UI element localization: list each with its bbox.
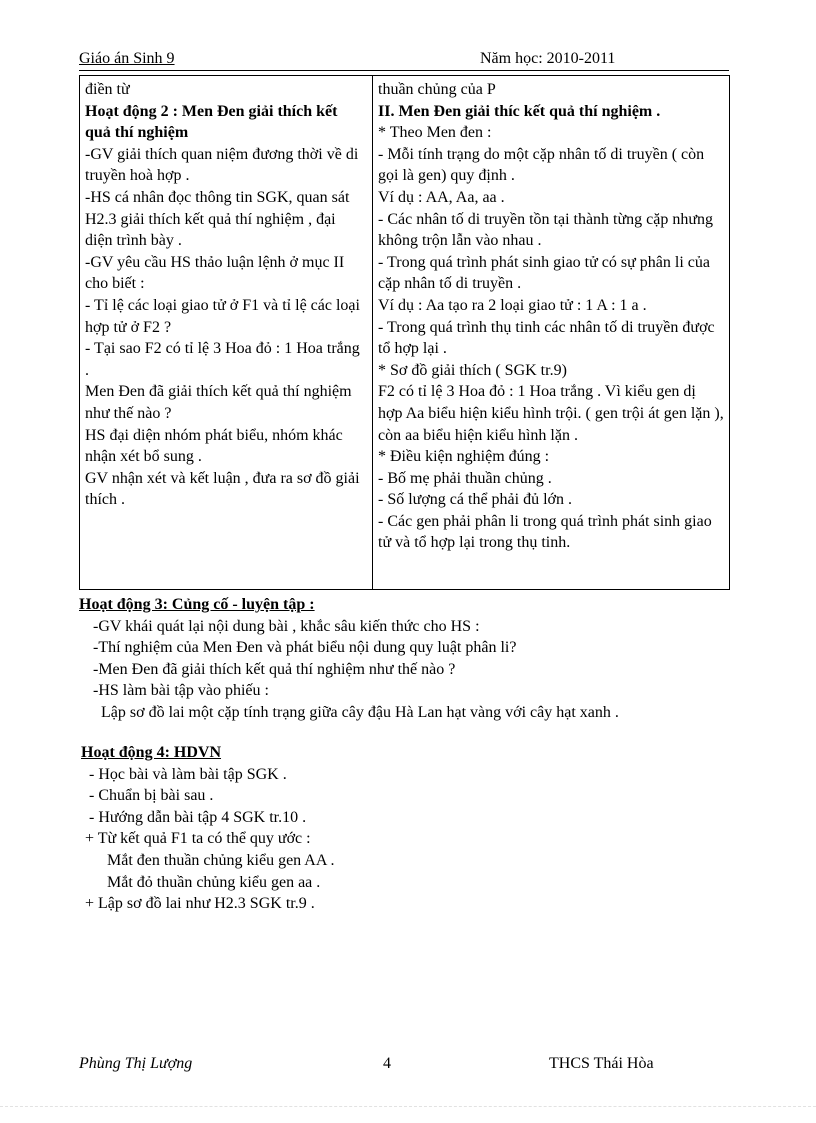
activity-4-line: - Học bài và làm bài tập SGK . <box>89 765 287 783</box>
right-column <box>373 76 730 590</box>
table-row <box>80 76 730 590</box>
activity-4-section <box>81 742 741 915</box>
activity-4-line: + Từ kết quả F1 ta có thể quy ước : <box>85 830 311 848</box>
activity-4-line: - Chuẩn bị bài sau . <box>89 787 214 805</box>
activity-3-line: -HS làm bài tập vào phiếu : <box>93 682 269 700</box>
right-line: - Trong quá trình thụ tinh các nhân tố di truyền được tổ hợp lại . <box>378 318 715 358</box>
right-line: - Các gen phải phân li trong quá trình phát sinh giao tử và tổ hợp lại trong thụ tinh. <box>378 512 712 552</box>
page-edge-divider <box>0 1106 816 1107</box>
activity-3-line: -Thí nghiệm của Men Đen và phát biểu nội dung quy luật phân li? <box>93 639 517 657</box>
left-line: điền từ <box>85 81 130 98</box>
header-school-year: Năm học: 2010-2011 <box>480 50 616 67</box>
activity-4-line: - Hướng dẫn bài tập 4 SGK tr.10 . <box>89 808 307 826</box>
right-line: Ví dụ : Aa tạo ra 2 loại giao tử : 1 A : 1 a . <box>378 296 647 314</box>
activity-4-line: Mắt đỏ thuần chủng kiểu gen aa . <box>107 873 321 891</box>
left-line: - Tại sao F2 có tỉ lệ 3 Hoa đỏ : 1 Hoa trắng . <box>85 340 360 379</box>
activity-2-heading: Hoạt động 2 : Men Đen giải thích kết quả thí nghiệm <box>85 102 338 142</box>
left-column <box>80 76 373 590</box>
right-line: thuần chủng của P <box>378 81 496 98</box>
right-line: * Điều kiện nghiệm đúng : <box>378 448 550 466</box>
left-line: GV nhận xét và kết luận , đưa ra sơ đồ giải thích . <box>85 469 360 509</box>
activity-3-line: -GV khái quát lại nội dung bài , khắc sâu kiến thức cho HS : <box>93 617 480 635</box>
right-line: F2 có tỉ lệ 3 Hoa đỏ : 1 Hoa trắng . Vì kiểu gen dị hợp Aa biểu hiện kiểu hình trội. ( gen trội át gen lặn ), còn aa biểu hiện kiểu hình lặn . <box>378 383 724 444</box>
section-ii-heading: II. Men Đen giải thíc kết quả thí nghiệm . <box>378 102 661 120</box>
right-line: - Trong quá trình phát sinh giao tử có sự phân li của cặp nhân tố di truyền . <box>378 253 710 293</box>
right-line: - Số lượng cá thể phải đủ lớn . <box>378 491 573 509</box>
left-line: HS đại diện nhóm phát biểu, nhóm khác nhận xét bổ sung . <box>85 426 343 466</box>
right-line: - Bố mẹ phải thuần chủng . <box>378 469 552 487</box>
activity-3-section <box>79 594 739 724</box>
activity-4-line: Mắt đen thuần chủng kiểu gen AA . <box>107 851 335 869</box>
footer-school: THCS Thái Hòa <box>549 1055 654 1072</box>
left-line: - Tỉ lệ các loại giao tử ở F1 và tỉ lệ các loại hợp tử ở F2 ? <box>85 296 360 336</box>
activity-4-line: + Lập sơ đồ lai như H2.3 SGK tr.9 . <box>85 895 315 913</box>
activity-4-heading: Hoạt động 4: HDVN <box>81 744 222 761</box>
header-divider <box>79 70 729 71</box>
right-line: - Mỗi tính trạng do một cặp nhân tố di truyền ( còn gọi là gen) quy định . <box>378 145 705 185</box>
left-line: -GV yêu cầu HS thảo luận lệnh ở mục II cho biết : <box>85 253 345 293</box>
lesson-table <box>79 75 730 590</box>
right-line: - Các nhân tố di truyền tồn tại thành từng cặp nhưng không trộn lẫn vào nhau . <box>378 210 714 250</box>
activity-3-heading: Hoạt động 3: Củng cố - luyện tập : <box>79 596 315 613</box>
footer-page-number: 4 <box>383 1055 391 1072</box>
footer-author: Phùng Thị Lượng <box>79 1055 193 1072</box>
left-line: -GV giải thích quan niệm đương thời về di truyền hoà hợp . <box>85 145 359 185</box>
activity-3-line: Lập sơ đồ lai một cặp tính trạng giữa cây đậu Hà Lan hạt vàng với cây hạt xanh . <box>101 703 619 721</box>
left-line: -HS cá nhân đọc thông tin SGK, quan sát H2.3 giải thích kết quả thí nghiệm , đại diện trình bày . <box>85 188 350 250</box>
right-line: * Sơ đồ giải thích ( SGK tr.9) <box>378 361 567 379</box>
right-line: Ví dụ : AA, Aa, aa . <box>378 188 505 206</box>
activity-3-line: -Men Đen đã giải thích kết quả thí nghiệm như thế nào ? <box>93 660 456 678</box>
header-subject: Giáo án Sinh 9 <box>79 50 175 67</box>
left-line: Men Đen đã giải thích kết quả thí nghiệm như thế nào ? <box>85 383 352 422</box>
right-line: * Theo Men đen : <box>378 124 492 142</box>
